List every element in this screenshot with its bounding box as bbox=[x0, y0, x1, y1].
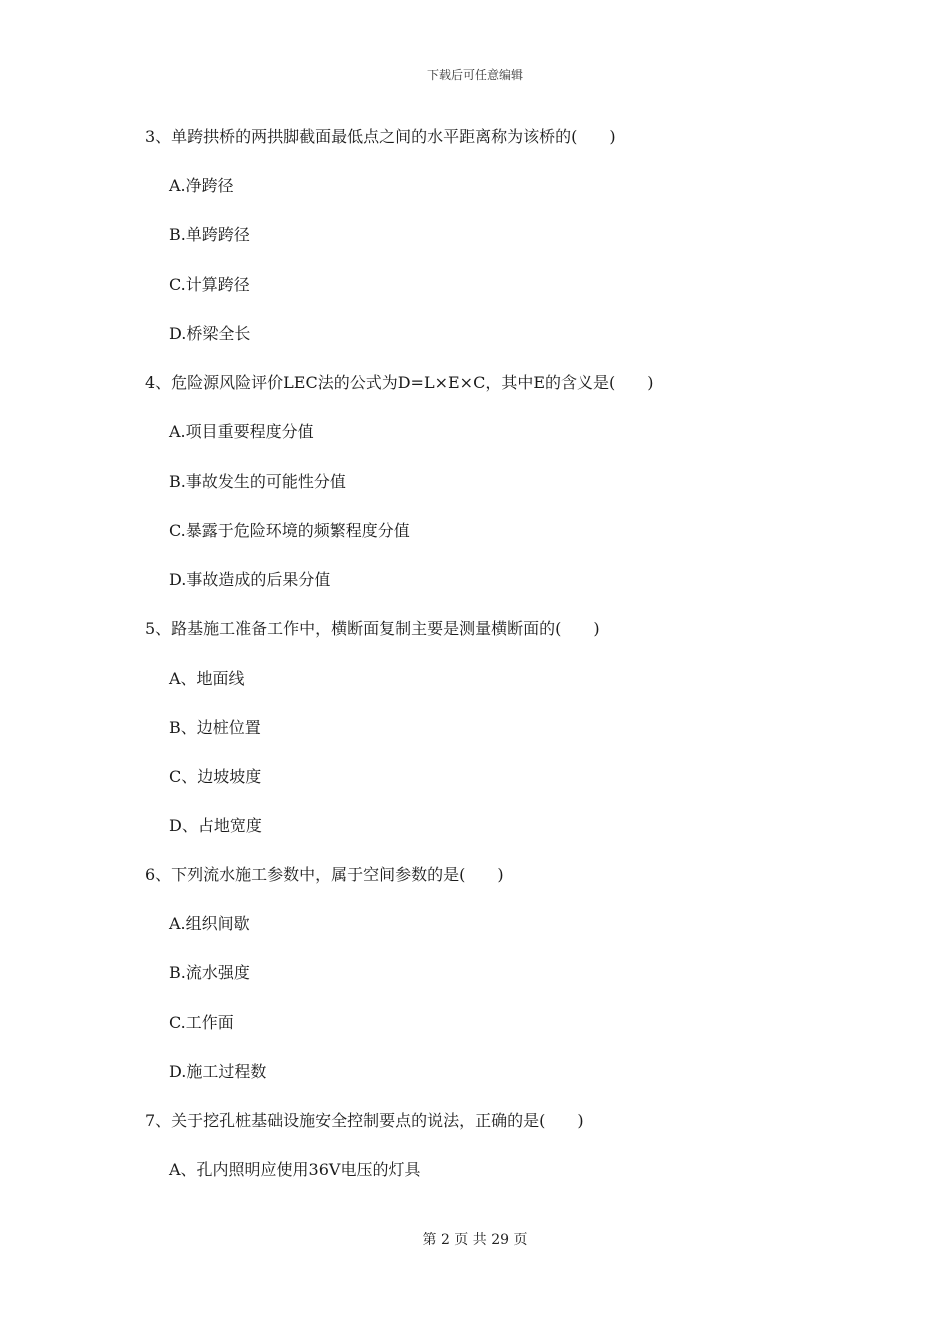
question-6-option-d: D.施工过程数 bbox=[169, 1062, 267, 1081]
question-6-option-c: C.工作面 bbox=[169, 1013, 234, 1032]
question-3-option-a: A.净跨径 bbox=[169, 176, 234, 195]
page-footer-page-number: 第 2 页 共 29 页 bbox=[422, 1232, 528, 1248]
question-4-option-b: B.事故发生的可能性分值 bbox=[169, 472, 346, 491]
question-7-stem: 7、关于挖孔桩基础设施安全控制要点的说法，正确的是( ) bbox=[145, 1111, 584, 1130]
question-5-stem: 5、路基施工准备工作中，横断面复制主要是测量横断面的( ) bbox=[145, 619, 600, 638]
question-3-option-b: B.单跨跨径 bbox=[169, 225, 250, 244]
question-5-option-c: C、边坡坡度 bbox=[169, 767, 262, 786]
question-3-option-c: C.计算跨径 bbox=[169, 275, 250, 294]
question-6-option-b: B.流水强度 bbox=[169, 963, 250, 982]
question-3-option-d: D.桥梁全长 bbox=[169, 324, 251, 343]
question-4-option-c: C.暴露于危险环境的频繁程度分值 bbox=[169, 521, 410, 540]
question-5-option-b: B、边桩位置 bbox=[169, 718, 261, 737]
question-4-stem: 4、危险源风险评价LEC法的公式为D=L×E×C，其中E的含义是( ) bbox=[145, 373, 654, 392]
question-5-option-a: A、地面线 bbox=[169, 669, 245, 688]
question-6-option-a: A.组织间歇 bbox=[169, 914, 250, 933]
question-7-option-a: A、孔内照明应使用36V电压的灯具 bbox=[169, 1160, 421, 1179]
question-6-stem: 6、下列流水施工参数中，属于空间参数的是( ) bbox=[145, 865, 504, 884]
question-4-option-a: A.项目重要程度分值 bbox=[169, 422, 314, 441]
page-header-note: 下载后可任意编辑 bbox=[426, 68, 523, 82]
question-3-stem: 3、单跨拱桥的两拱脚截面最低点之间的水平距离称为该桥的( ) bbox=[145, 127, 616, 146]
question-5-option-d: D、占地宽度 bbox=[169, 816, 262, 835]
question-4-option-d: D.事故造成的后果分值 bbox=[169, 570, 331, 589]
